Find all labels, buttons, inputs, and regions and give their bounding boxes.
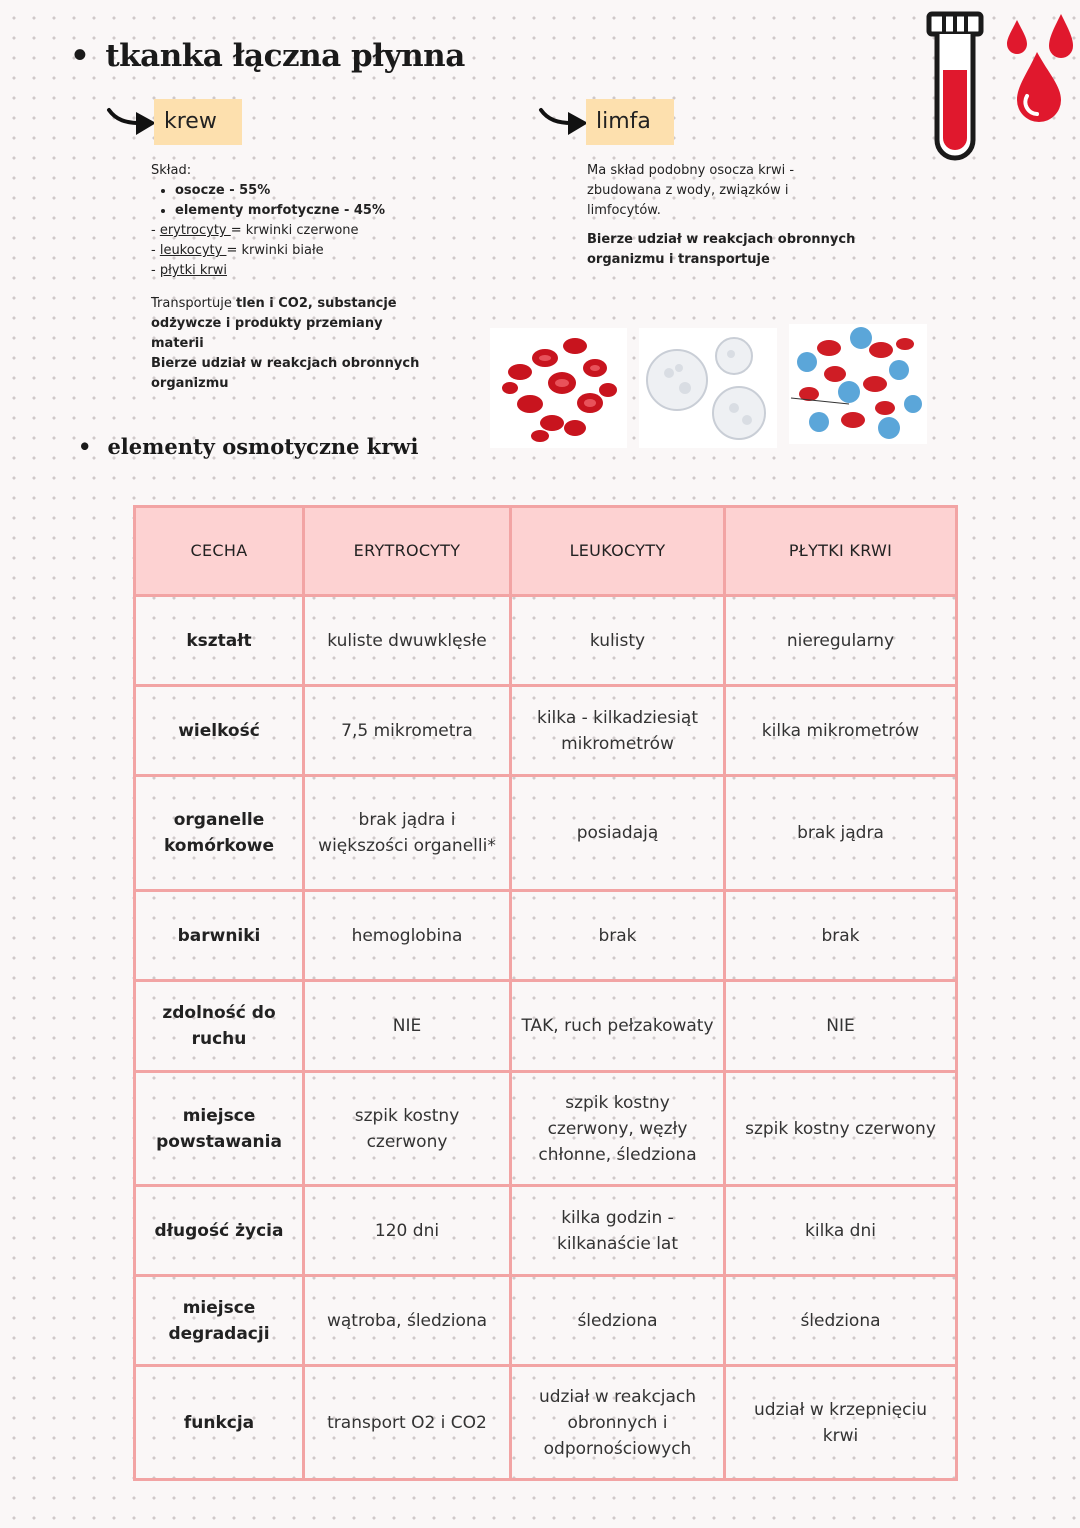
feature-cell: zdolność do ruchu bbox=[135, 981, 304, 1072]
table-row bbox=[135, 686, 957, 776]
table-row bbox=[135, 1072, 957, 1186]
krew-composition: Skład: • osocze - 55% • elementy morfotyczne - 45% - erytrocyty = krwinki czerwone - leukocyty = krwinki białe - płytki krwi bbox=[151, 161, 451, 281]
krew-tag: krew bbox=[154, 99, 242, 145]
table-row bbox=[135, 981, 957, 1072]
table-cell: TAK, ruch pełzakowaty bbox=[511, 981, 725, 1072]
table-cell: brak bbox=[511, 891, 725, 981]
section-title-blood-elements: • elementy osmotyczne krwi bbox=[78, 434, 419, 459]
table-cell: udział w krzepnięciu krwi bbox=[725, 1366, 957, 1480]
table-cell: posiadają bbox=[511, 776, 725, 891]
feature-cell: barwniki bbox=[135, 891, 304, 981]
table-cell: kulisty bbox=[511, 596, 725, 686]
table-row bbox=[135, 776, 957, 891]
table-cell: szpik kostny czerwony bbox=[304, 1072, 511, 1186]
table-cell: NIE bbox=[725, 981, 957, 1072]
table-cell: transport O2 i CO2 bbox=[304, 1366, 511, 1480]
table-cell: 7,5 mikrometra bbox=[304, 686, 511, 776]
feature-cell: miejsce powstawania bbox=[135, 1072, 304, 1186]
composition-item: - erytrocyty = krwinki czerwone bbox=[151, 223, 359, 238]
curved-arrow-icon bbox=[106, 104, 158, 138]
erythrocytes-image bbox=[490, 328, 627, 448]
feature-cell: miejsce degradacji bbox=[135, 1276, 304, 1366]
table-cell: 120 dni bbox=[304, 1186, 511, 1276]
composition-item: - leukocyty = krwinki białe bbox=[151, 243, 324, 258]
table-cell: udział w reakcjach obronnych i odpornościowych bbox=[511, 1366, 725, 1480]
table-row bbox=[135, 1276, 957, 1366]
table-header-row bbox=[135, 507, 957, 596]
feature-cell: organelle komórkowe bbox=[135, 776, 304, 891]
feature-cell: wielkość bbox=[135, 686, 304, 776]
limfa-description: Ma skład podobny osocza krwi - zbudowana z wody, związków i limfocytów. bbox=[587, 163, 795, 218]
table-cell: wątroba, śledziona bbox=[304, 1276, 511, 1366]
feature-cell: kształt bbox=[135, 596, 304, 686]
feature-cell: funkcja bbox=[135, 1366, 304, 1480]
table-cell: śledziona bbox=[725, 1276, 957, 1366]
table-row bbox=[135, 1186, 957, 1276]
limfa-role: Bierze udział w reakcjach obronnych organizmu i transportuje bbox=[587, 232, 856, 267]
table-cell: hemoglobina bbox=[304, 891, 511, 981]
composition-bullet: osocze - 55% bbox=[175, 183, 271, 198]
header-cell: ERYTROCYTY bbox=[304, 507, 511, 596]
composition-bullet: elementy morfotyczne - 45% bbox=[175, 203, 385, 218]
header-cell: LEUKOCYTY bbox=[511, 507, 725, 596]
leukocytes-image bbox=[639, 328, 777, 448]
blood-drops-icon bbox=[1003, 12, 1079, 130]
section-title-connective-tissue: • tkanka łączna płynna bbox=[70, 38, 465, 74]
table-cell: szpik kostny czerwony, węzły chłonne, śledziona bbox=[511, 1072, 725, 1186]
table-cell: brak jądra bbox=[725, 776, 957, 891]
table-cell: kilka dni bbox=[725, 1186, 957, 1276]
krew-function: Transportuje tlen i CO2, substancje odżywcze i produkty przemiany materii Bierze udział w reakcjach obronnych organizmu bbox=[151, 296, 420, 391]
header-cell: CECHA bbox=[135, 507, 304, 596]
table-row bbox=[135, 596, 957, 686]
table-row bbox=[135, 1366, 957, 1480]
table-cell: kuliste dwuwklęsłe bbox=[304, 596, 511, 686]
table-cell: nieregularny bbox=[725, 596, 957, 686]
table-cell: NIE bbox=[304, 981, 511, 1072]
table-cell: brak bbox=[725, 891, 957, 981]
header-cell: PŁYTKI KRWI bbox=[725, 507, 957, 596]
feature-cell: długość życia bbox=[135, 1186, 304, 1276]
table-row bbox=[135, 891, 957, 981]
limfa-tag: limfa bbox=[586, 99, 674, 145]
test-tube-icon bbox=[924, 10, 986, 164]
table-cell: kilka mikrometrów bbox=[725, 686, 957, 776]
table-cell: kilka - kilkadziesiąt mikrometrów bbox=[511, 686, 725, 776]
composition-item: - płytki krwi bbox=[151, 263, 227, 278]
table-cell: szpik kostny czerwony bbox=[725, 1072, 957, 1186]
table-cell: kilka godzin - kilkanaście lat bbox=[511, 1186, 725, 1276]
table-cell: śledziona bbox=[511, 1276, 725, 1366]
table-cell: brak jądra i większości organelli* bbox=[304, 776, 511, 891]
blood-elements-table bbox=[133, 505, 958, 1481]
curved-arrow-icon bbox=[538, 104, 590, 138]
blood-cells-mix-image bbox=[789, 324, 927, 444]
